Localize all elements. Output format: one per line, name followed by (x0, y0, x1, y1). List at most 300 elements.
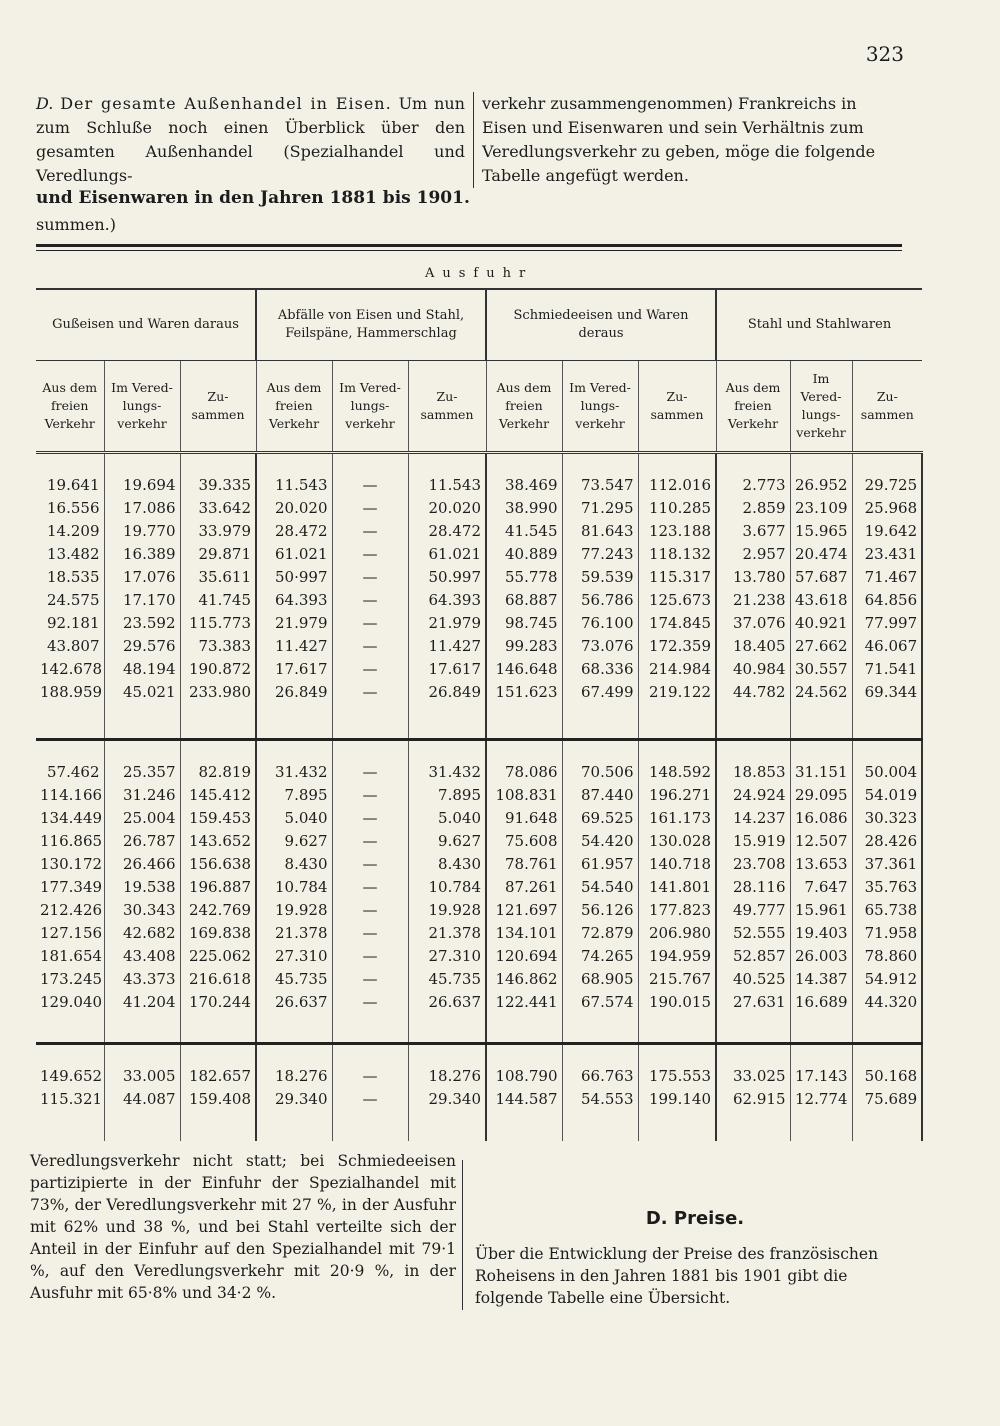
separator-cell (790, 704, 852, 740)
table-cell: 21.378 (408, 922, 486, 945)
table-cell: 73.076 (562, 635, 638, 658)
table-cell: 23.431 (852, 543, 922, 566)
table-cell: 146.648 (486, 658, 562, 681)
table-cell: — (332, 807, 408, 830)
table-cell: 25.357 (104, 761, 180, 784)
subheader-zusammen: Zu-sammen (638, 361, 716, 453)
table-cell: 49.777 (716, 899, 790, 922)
table-cell: 23.109 (790, 497, 852, 520)
table-cell: 127.156 (36, 922, 104, 945)
table-cell: 3.677 (716, 520, 790, 543)
table-cell: — (332, 830, 408, 853)
table-cell: 242.769 (180, 899, 256, 922)
table-cell: 172.359 (638, 635, 716, 658)
subheader-veredlungsverkehr: Im Vered-lungs-verkehr (332, 361, 408, 453)
table-cell: — (332, 497, 408, 520)
section-separator (36, 1111, 922, 1141)
table-cell: 9.627 (408, 830, 486, 853)
separator-cell (486, 740, 562, 762)
group-header-schmiedeeisen: Schmiedeeisen und Waren deraus (486, 289, 716, 361)
separator-cell (716, 740, 790, 762)
table-cell: 215.767 (638, 968, 716, 991)
table-cell: 31.151 (790, 761, 852, 784)
table-cell: 18.535 (36, 566, 104, 589)
table-cell: 26.637 (408, 991, 486, 1014)
table-cell: — (332, 589, 408, 612)
table-cell: — (332, 1065, 408, 1088)
separator-cell (486, 1014, 562, 1044)
separator-cell (180, 453, 256, 475)
table-cell: 61.021 (408, 543, 486, 566)
separator-cell (332, 1044, 408, 1066)
table-cell: 149.652 (36, 1065, 104, 1088)
table-cell: 14.209 (36, 520, 104, 543)
table-cell: 71.958 (852, 922, 922, 945)
table-cell: 156.638 (180, 853, 256, 876)
table-cell: 52.857 (716, 945, 790, 968)
table-cell: 54.019 (852, 784, 922, 807)
separator-cell (562, 740, 638, 762)
table-cell: 182.657 (180, 1065, 256, 1088)
table-cell: 25.004 (104, 807, 180, 830)
table-cell: 173.245 (36, 968, 104, 991)
table-cell: 177.349 (36, 876, 104, 899)
export-table (36, 258, 923, 1141)
table-cell: 33.005 (104, 1065, 180, 1088)
table-row (36, 474, 922, 497)
table-cell: 62.915 (716, 1088, 790, 1111)
table-cell: — (332, 784, 408, 807)
separator-cell (36, 740, 104, 762)
table-cell: 27.631 (716, 991, 790, 1014)
table-row (36, 635, 922, 658)
table-cell: 75.689 (852, 1088, 922, 1111)
table-cell: 14.387 (790, 968, 852, 991)
table-cell: 71.467 (852, 566, 922, 589)
section-separator (36, 453, 922, 475)
table-cell: 74.265 (562, 945, 638, 968)
table-cell: 33.025 (716, 1065, 790, 1088)
table-cell: 43.408 (104, 945, 180, 968)
table-cell: 45.735 (408, 968, 486, 991)
separator-cell (104, 453, 180, 475)
table-cell: 50·997 (256, 566, 332, 589)
table-cell: 29.340 (408, 1088, 486, 1111)
table-cell: 10.784 (256, 876, 332, 899)
table-cell: 115.317 (638, 566, 716, 589)
table-cell: 16.086 (790, 807, 852, 830)
intro-left-column (36, 92, 473, 188)
table-cell: 40.889 (486, 543, 562, 566)
page-number: 323 (865, 42, 904, 66)
table-cell: 219.122 (638, 681, 716, 704)
table-cell: 130.172 (36, 853, 104, 876)
table-cell: 7.895 (256, 784, 332, 807)
table-cell: 69.344 (852, 681, 922, 704)
table-cell: 177.823 (638, 899, 716, 922)
table-cell: 56.126 (562, 899, 638, 922)
table-cell: 17.076 (104, 566, 180, 589)
table-cell: 82.819 (180, 761, 256, 784)
table-cell: 190.872 (180, 658, 256, 681)
table-row (36, 612, 922, 635)
table-cell: 114.166 (36, 784, 104, 807)
separator-cell (486, 1111, 562, 1141)
group-header-gusseisen: Gußeisen und Waren daraus (36, 289, 256, 361)
separator-cell (790, 1044, 852, 1066)
table-cell: 188.959 (36, 681, 104, 704)
table-cell: 169.838 (180, 922, 256, 945)
table-cell: 25.968 (852, 497, 922, 520)
table-cell: — (332, 899, 408, 922)
separator-cell (716, 704, 790, 740)
table-cell: 19.403 (790, 922, 852, 945)
table-cell: 54.540 (562, 876, 638, 899)
table-cell: 134.101 (486, 922, 562, 945)
table-cell: — (332, 968, 408, 991)
table-cell: 87.440 (562, 784, 638, 807)
table-cell: — (332, 520, 408, 543)
table-cell: 38.990 (486, 497, 562, 520)
table-cell: 27.662 (790, 635, 852, 658)
table-cell: 44.087 (104, 1088, 180, 1111)
table-top-rule-thin (36, 250, 902, 251)
table-cell: 68.905 (562, 968, 638, 991)
table-cell: 129.040 (36, 991, 104, 1014)
table-cell: 9.627 (256, 830, 332, 853)
table-row (36, 876, 922, 899)
table-cell: 42.682 (104, 922, 180, 945)
table-body (36, 453, 922, 1142)
table-cell: 46.067 (852, 635, 922, 658)
separator-cell (332, 453, 408, 475)
table-cell: 216.618 (180, 968, 256, 991)
table-cell: 11.427 (256, 635, 332, 658)
separator-cell (256, 1014, 332, 1044)
table-cell: 48.194 (104, 658, 180, 681)
table-cell: 68.336 (562, 658, 638, 681)
table-cell: 73.547 (562, 474, 638, 497)
table-cell: 57.462 (36, 761, 104, 784)
table-cell: 44.782 (716, 681, 790, 704)
table-cell: 212.426 (36, 899, 104, 922)
separator-cell (852, 704, 922, 740)
table-cell: — (332, 681, 408, 704)
table-cell: 71.541 (852, 658, 922, 681)
table-cell: 92.181 (36, 612, 104, 635)
table-cell: 144.587 (486, 1088, 562, 1111)
subheader-zusammen: Zu-sammen (180, 361, 256, 453)
separator-cell (36, 1044, 104, 1066)
table-cell: 41.545 (486, 520, 562, 543)
table-row (36, 681, 922, 704)
separator-cell (408, 1014, 486, 1044)
table-cell: 23.708 (716, 853, 790, 876)
table-cell: 145.412 (180, 784, 256, 807)
table-cell: 31.246 (104, 784, 180, 807)
table-cell: 170.244 (180, 991, 256, 1014)
table-cell: 16.389 (104, 543, 180, 566)
preise-heading: D. Preise. (645, 1208, 745, 1229)
table-cell: 29.340 (256, 1088, 332, 1111)
separator-cell (638, 740, 716, 762)
table-cell: 16.689 (790, 991, 852, 1014)
table-cell: 110.285 (638, 497, 716, 520)
separator-cell (256, 740, 332, 762)
intro-right-column: verkehr zusammengenommen) Frankreichs in Eisen und Eisenwaren und sein Verhältnis zum Veredlungsverkehr zu geben, möge die folgende Tabelle angefügt werden. (473, 92, 906, 188)
separator-cell (716, 1014, 790, 1044)
separator-cell (638, 453, 716, 475)
subheader-freier-verkehr: Aus dem freien Verkehr (716, 361, 790, 453)
separator-cell (638, 1111, 716, 1141)
table-row (36, 566, 922, 589)
table-cell: 214.984 (638, 658, 716, 681)
table-cell: 21.979 (256, 612, 332, 635)
table-cell: 31.432 (256, 761, 332, 784)
table-cell: 11.543 (256, 474, 332, 497)
table-cell: 5.040 (256, 807, 332, 830)
table-cell: 17.617 (256, 658, 332, 681)
table-cell: 27.310 (408, 945, 486, 968)
bottom-left-text: Veredlungsverkehr nicht statt; bei Schmiedeeisen partizipierte in der Einfuhr der Spezialhandel mit 73%, der Veredlungsverkehr mit 27 %, in der Ausfuhr mit 62% und 38 %, und bei Stahl verteilte sich der Anteil in der Einfuhr auf den Spezialhandel mit 79·1 %, auf den Veredlungsverkehr mit 20·9 %, in der Ausfuhr mit 65·8% und 34·2 %. (30, 1152, 456, 1302)
group-header-abfaelle: Abfälle von Eisen und Stahl, Feilspäne, Hammerschlag (256, 289, 486, 361)
table-cell: 125.673 (638, 589, 716, 612)
table-cell: 40.921 (790, 612, 852, 635)
table-cell: 19.538 (104, 876, 180, 899)
summen-fragment: summen.) (36, 215, 116, 234)
table-cell: 43.618 (790, 589, 852, 612)
separator-cell (256, 704, 332, 740)
table-cell: 17.617 (408, 658, 486, 681)
section-separator (36, 704, 922, 740)
table-cell: 39.335 (180, 474, 256, 497)
table-cell: 10.784 (408, 876, 486, 899)
table-cell: 14.237 (716, 807, 790, 830)
table-cell: 31.432 (408, 761, 486, 784)
table-cell: 99.283 (486, 635, 562, 658)
table-cell: 50.997 (408, 566, 486, 589)
table-cell: 24.575 (36, 589, 104, 612)
table-cell: 11.427 (408, 635, 486, 658)
table-cell: 21.238 (716, 589, 790, 612)
separator-cell (180, 704, 256, 740)
table-cell: 76.100 (562, 612, 638, 635)
separator-cell (562, 453, 638, 475)
table-cell: — (332, 635, 408, 658)
separator-cell (638, 1014, 716, 1044)
subheader-freier-verkehr: Aus dem freien Verkehr (256, 361, 332, 453)
table-cell: 72.879 (562, 922, 638, 945)
table-cell: 43.373 (104, 968, 180, 991)
table-cell: 2.859 (716, 497, 790, 520)
table-cell: 112.016 (638, 474, 716, 497)
table-cell: 37.076 (716, 612, 790, 635)
table-cell: 44.320 (852, 991, 922, 1014)
separator-cell (180, 740, 256, 762)
table-cell: 199.140 (638, 1088, 716, 1111)
preise-text: Über die Entwicklung der Preise des französischen Roheisens in den Jahren 1881 bis 1901 gibt die folgende Tabelle eine Übersicht. (475, 1245, 879, 1307)
table-cell: 87.261 (486, 876, 562, 899)
table-cell: 26.466 (104, 853, 180, 876)
separator-cell (256, 1111, 332, 1141)
table-cell: 38.469 (486, 474, 562, 497)
table-cell: 35.611 (180, 566, 256, 589)
table-row (36, 991, 922, 1014)
separator-cell (256, 1044, 332, 1066)
table-cell: 26.849 (408, 681, 486, 704)
table-cell: 12.774 (790, 1088, 852, 1111)
table-cell: 19.641 (36, 474, 104, 497)
subheader-zusammen: Zu-sammen (852, 361, 922, 453)
table-cell: — (332, 922, 408, 945)
separator-cell (638, 704, 716, 740)
table-cell: 181.654 (36, 945, 104, 968)
separator-cell (408, 453, 486, 475)
table-cell: 134.449 (36, 807, 104, 830)
separator-cell (104, 704, 180, 740)
table-cell: 77.243 (562, 543, 638, 566)
table-cell: 41.745 (180, 589, 256, 612)
section-separator (36, 1044, 922, 1066)
subheader-freier-verkehr: Aus dem freien Verkehr (36, 361, 104, 453)
table-cell: 12.507 (790, 830, 852, 853)
table-cell: 26.637 (256, 991, 332, 1014)
table-cell: 141.801 (638, 876, 716, 899)
separator-cell (180, 1014, 256, 1044)
table-cell: 24.562 (790, 681, 852, 704)
table-cell: 120.694 (486, 945, 562, 968)
table-cell: 13.780 (716, 566, 790, 589)
separator-cell (408, 1111, 486, 1141)
table-row (36, 658, 922, 681)
separator-cell (104, 1014, 180, 1044)
table-cell: 19.642 (852, 520, 922, 543)
table-cell: 43.807 (36, 635, 104, 658)
table-cell: — (332, 658, 408, 681)
table-cell: 30.343 (104, 899, 180, 922)
table-cell: 121.697 (486, 899, 562, 922)
table-cell: 7.647 (790, 876, 852, 899)
group-header-stahl: Stahl und Stahlwaren (716, 289, 922, 361)
table-cell: 45.021 (104, 681, 180, 704)
table-cell: 146.862 (486, 968, 562, 991)
table-row (36, 922, 922, 945)
separator-cell (332, 1014, 408, 1044)
table-cell: 26.849 (256, 681, 332, 704)
table-cell: 161.173 (638, 807, 716, 830)
table-cell: 75.608 (486, 830, 562, 853)
table-cell: 148.592 (638, 761, 716, 784)
separator-cell (790, 1111, 852, 1141)
table-cell: 2.773 (716, 474, 790, 497)
table-cell: 64.393 (408, 589, 486, 612)
table-cell: 19.928 (256, 899, 332, 922)
separator-cell (790, 1014, 852, 1044)
separator-cell (332, 704, 408, 740)
table-cell: 18.405 (716, 635, 790, 658)
table-cell: 118.132 (638, 543, 716, 566)
separator-cell (104, 1044, 180, 1066)
section-separator (36, 740, 922, 762)
table-heading-fragment: und Eisenwaren in den Jahren 1881 bis 1901. (36, 188, 470, 208)
separator-cell (332, 1111, 408, 1141)
table-cell: — (332, 474, 408, 497)
table-cell: 140.718 (638, 853, 716, 876)
table-row (36, 520, 922, 543)
table-cell: 73.383 (180, 635, 256, 658)
table-cell: 28.472 (408, 520, 486, 543)
separator-cell (486, 704, 562, 740)
table-cell: 123.188 (638, 520, 716, 543)
separator-cell (408, 740, 486, 762)
table-cell: — (332, 853, 408, 876)
separator-cell (852, 1044, 922, 1066)
separator-cell (562, 1014, 638, 1044)
separator-cell (852, 1014, 922, 1044)
table-cell: — (332, 876, 408, 899)
table-cell: 61.957 (562, 853, 638, 876)
table-cell: 33.642 (180, 497, 256, 520)
table-cell: 18.853 (716, 761, 790, 784)
section-separator (36, 1014, 922, 1044)
table-cell: 196.887 (180, 876, 256, 899)
table-cell: 30.557 (790, 658, 852, 681)
table-cell: 116.865 (36, 830, 104, 853)
separator-cell (562, 1044, 638, 1066)
table-cell: 70.506 (562, 761, 638, 784)
separator-cell (790, 740, 852, 762)
table-cell: 122.441 (486, 991, 562, 1014)
table-cell: 130.028 (638, 830, 716, 853)
table-cell: 29.095 (790, 784, 852, 807)
table-cell: 13.653 (790, 853, 852, 876)
table-cell: 67.574 (562, 991, 638, 1014)
table-cell: 26.787 (104, 830, 180, 853)
export-table-container (36, 258, 918, 1141)
ausfuhr-header: Ausfuhr (36, 258, 922, 289)
table-cell: 17.170 (104, 589, 180, 612)
table-cell: 13.482 (36, 543, 104, 566)
table-cell: 24.924 (716, 784, 790, 807)
table-cell: 37.361 (852, 853, 922, 876)
table-cell: 194.959 (638, 945, 716, 968)
table-cell: 17.086 (104, 497, 180, 520)
table-cell: 59.539 (562, 566, 638, 589)
table-cell: 77.997 (852, 612, 922, 635)
table-cell: 233.980 (180, 681, 256, 704)
separator-cell (256, 453, 332, 475)
separator-cell (180, 1044, 256, 1066)
table-cell: 67.499 (562, 681, 638, 704)
table-cell: 15.919 (716, 830, 790, 853)
table-cell: 174.845 (638, 612, 716, 635)
subheader-veredlungsverkehr: Im Vered-lungs-verkehr (104, 361, 180, 453)
table-cell: 2.957 (716, 543, 790, 566)
table-cell: — (332, 543, 408, 566)
table-cell: 20.020 (256, 497, 332, 520)
separator-cell (790, 453, 852, 475)
table-cell: 5.040 (408, 807, 486, 830)
table-cell: 45.735 (256, 968, 332, 991)
table-cell: 66.763 (562, 1065, 638, 1088)
table-cell: 61.021 (256, 543, 332, 566)
table-cell: 26.952 (790, 474, 852, 497)
table-cell: 8.430 (256, 853, 332, 876)
table-cell: 27.310 (256, 945, 332, 968)
table-row (36, 830, 922, 853)
table-cell: 18.276 (256, 1065, 332, 1088)
subheader-veredlungsverkehr: Im Vered-lungs-verkehr (790, 361, 852, 453)
